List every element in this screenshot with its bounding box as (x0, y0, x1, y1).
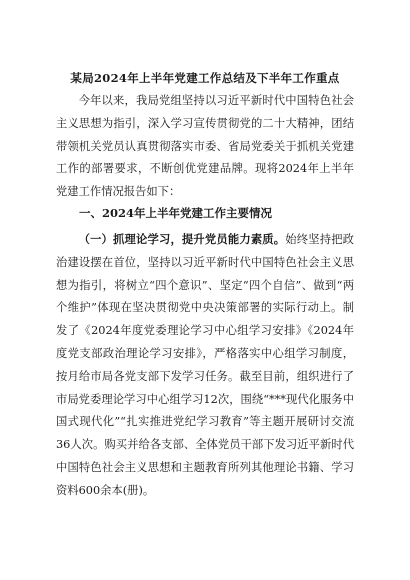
section-heading: 一、2024年上半年党建工作主要情况 (79, 206, 273, 220)
document-title: 某局2024年上半年党建工作总结及下半年工作重点 (70, 71, 340, 85)
body-paragraph (56, 228, 354, 503)
intro-paragraph: 今年以来，我局党组坚持以习近平新时代中国特色社会主义思想为指引，深入学习宣传贯彻党的二十大精神，团结带领机关党员认真贯彻落实市委、省局党委关于抓机关党建工作的部署要求，不断创优党建品牌。现将2024年上半年党建工作情况报告如下： (56, 94, 354, 199)
sub-heading: （一）抓理论学习，提升党员能力素质。 (78, 232, 286, 246)
sub-heading-body: 始终坚持把政治建设摆在首位，坚持以习近平新时代中国特色社会主义思想为指引，将树立“四个意识”、坚定“四个自信”、做到“两个维护”体现在坚决贯彻党中央决策部署的实际行动上。制发了《2024年度党委理论学习中心组学习安排》《2024年度党支部政治理论学习安排》，严格落实中心组学习制度，按月给市局各党支部下发学习任务。截至目前，组织进行了市局党委理论学习中心组学习12次，围绕“***现代化服务中国式现代化”“扎实推进党纪学习教育”等主题开展研讨交流36人次。购买并给各支部、全体党员干部下发习近平新时代中国特色社会主义思想和主题教育所列其他理论书籍、学习资料600余本(册)。 (56, 233, 354, 497)
